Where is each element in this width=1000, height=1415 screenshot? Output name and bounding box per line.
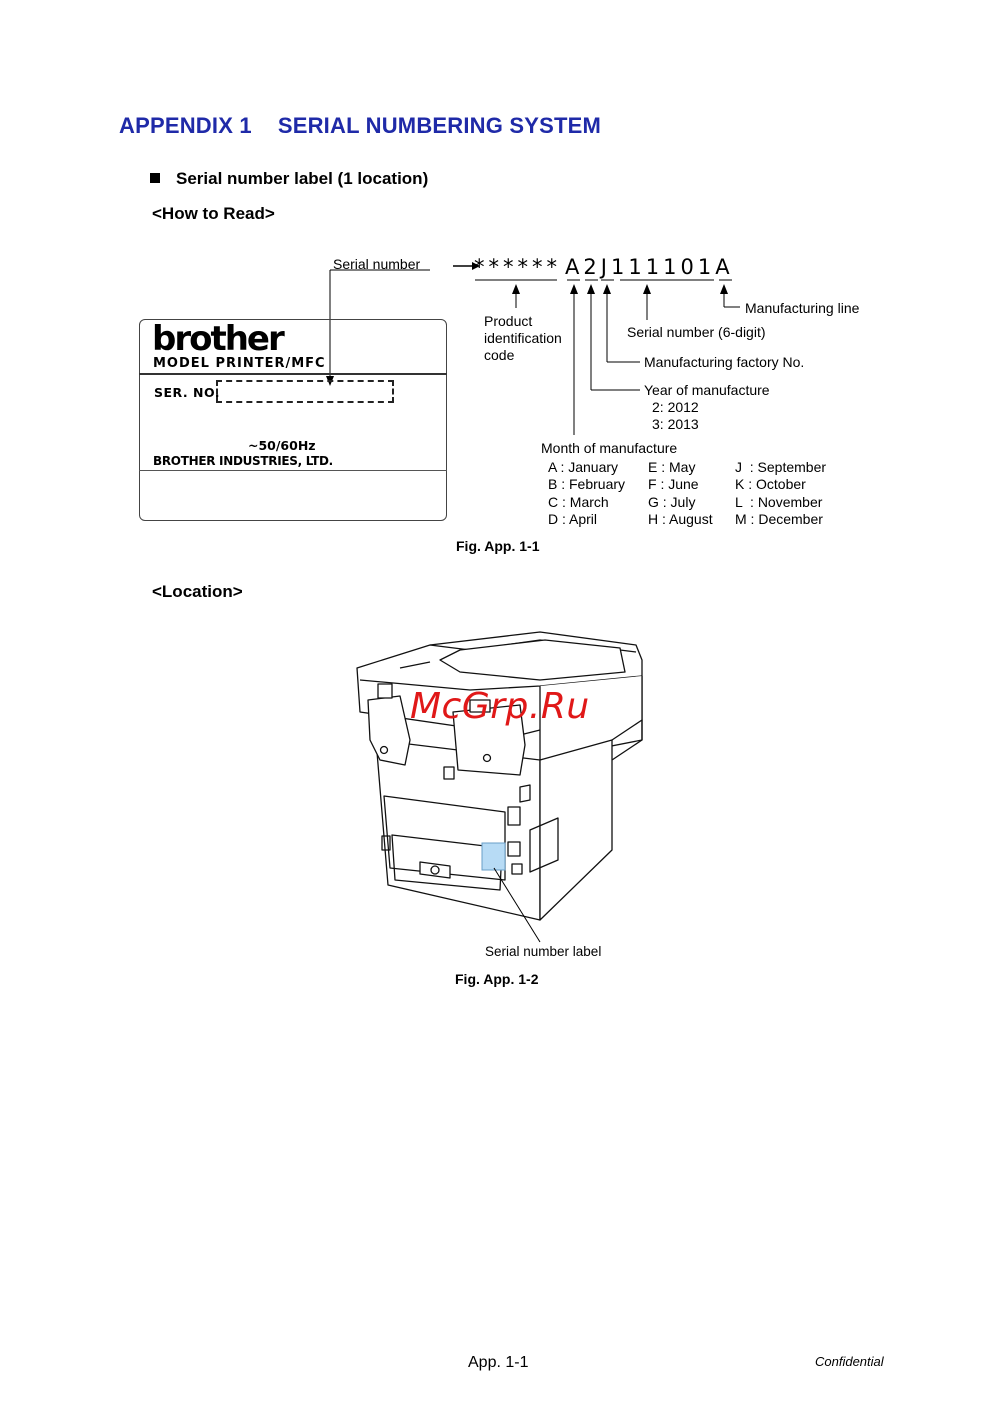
watermark-text: McGrp.Ru bbox=[410, 686, 590, 727]
year-entry-2013: 3: 2013 bbox=[652, 416, 699, 432]
month-title: Month of manufacture bbox=[541, 440, 678, 456]
year-entry-2012: 2: 2012 bbox=[652, 399, 699, 415]
month-j: J : September bbox=[735, 459, 827, 475]
confidential-note: Confidential bbox=[815, 1354, 884, 1369]
section-title: Serial number label (1 location) bbox=[176, 169, 429, 188]
product-id-line-3: code bbox=[484, 347, 515, 363]
figure-caption-1: Fig. App. 1-1 bbox=[456, 538, 540, 554]
month-b: B : February bbox=[548, 476, 626, 492]
appendix-number: APPENDIX 1 bbox=[119, 113, 252, 138]
manufacturing-line-label: Manufacturing line bbox=[745, 300, 860, 316]
how-to-read-heading: <How to Read> bbox=[152, 204, 275, 223]
serial-number-callout: Serial number bbox=[333, 256, 421, 272]
month-l: L : November bbox=[735, 494, 823, 510]
factory-no-label: Manufacturing factory No. bbox=[644, 354, 805, 370]
serial-6digit-label: Serial number (6-digit) bbox=[627, 324, 766, 340]
product-id-line-2: identification bbox=[484, 330, 562, 346]
month-k: K : October bbox=[735, 476, 806, 492]
month-h: H : August bbox=[648, 511, 713, 527]
month-f: F : June bbox=[648, 476, 699, 492]
brother-logo: brother bbox=[152, 319, 283, 359]
month-d: D : April bbox=[548, 511, 598, 527]
product-id-line-1: Product bbox=[484, 313, 533, 329]
serial-label-callout: Serial number label bbox=[485, 944, 602, 959]
page-number: App. 1-1 bbox=[468, 1354, 529, 1371]
location-heading: <Location> bbox=[152, 582, 243, 601]
year-title: Year of manufacture bbox=[644, 382, 770, 398]
nameplate-power: ~50/60Hz bbox=[248, 438, 316, 453]
figure-caption-2: Fig. App. 1-2 bbox=[455, 971, 539, 987]
month-a: A : January bbox=[548, 459, 619, 475]
month-g: G : July bbox=[648, 494, 696, 510]
serial-example: ****** A2J111101A bbox=[474, 255, 734, 279]
month-c: C : March bbox=[548, 494, 609, 510]
month-e: E : May bbox=[648, 459, 696, 475]
month-m: M : December bbox=[735, 511, 823, 527]
serial-label-patch bbox=[482, 843, 505, 870]
nameplate-ser-no: SER. NO. bbox=[154, 385, 221, 400]
nameplate-model: MODEL PRINTER/MFC bbox=[153, 356, 326, 371]
nameplate-maker: BROTHER INDUSTRIES, LTD. bbox=[153, 454, 333, 468]
appendix-title: SERIAL NUMBERING SYSTEM bbox=[277, 113, 602, 138]
